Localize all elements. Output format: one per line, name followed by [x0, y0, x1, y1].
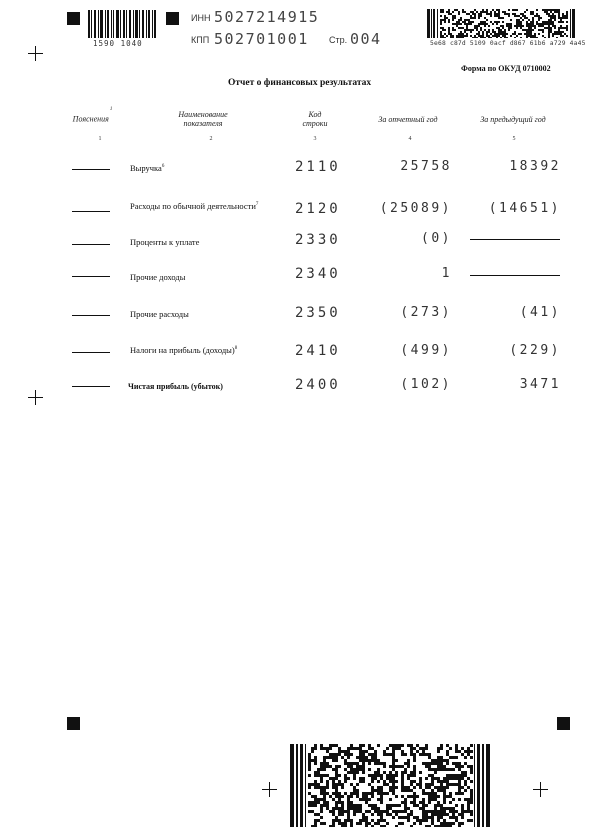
row-label-other-expenses	[130, 309, 189, 319]
row-code: 2330	[295, 232, 341, 248]
column-number: 1	[98, 136, 102, 142]
kpp-label: КПП	[191, 35, 210, 45]
current-year-value: (25089)	[379, 201, 452, 216]
crosshair-mark	[262, 782, 277, 797]
registration-square	[166, 12, 179, 25]
linear-barcode	[88, 10, 156, 38]
column-header-label: За предыдущий год	[480, 115, 546, 124]
kpp-value: 502701001	[214, 30, 309, 48]
okud-code: Форма по ОКУД 0710002	[461, 64, 551, 73]
row-label-text: Расходы по обычной деятельности	[130, 201, 256, 211]
pdf417-barcode	[427, 9, 575, 38]
notes-dash	[72, 276, 110, 277]
column-header-note: 1	[109, 107, 113, 112]
row-label-text: Прочие доходы	[130, 272, 186, 282]
row-note: 6	[161, 164, 165, 170]
row-label-other-income	[130, 272, 185, 282]
column-header-label: Код строки	[302, 110, 328, 128]
row-label-text: Выручка	[130, 163, 162, 173]
row-note: 7	[255, 202, 259, 208]
hash-text: 5e68 c87d 5109 0acf d867 61b6 a729 4a45	[430, 40, 586, 47]
current-year-value: (499)	[400, 343, 452, 358]
report-title: Отчет о финансовых результатах	[228, 78, 372, 88]
row-code: 2410	[295, 343, 341, 359]
current-year-value: (0)	[421, 231, 452, 246]
row-code: 2120	[295, 201, 341, 217]
notes-dash	[72, 244, 110, 245]
column-header-label: Пояснения	[72, 114, 109, 124]
column-number: 5	[512, 136, 516, 142]
column-header-previous-year	[463, 115, 563, 124]
row-code: 2110	[295, 159, 341, 175]
row-label-text: Проценты к уплате	[130, 237, 200, 247]
barcode-number: 1590 1040	[93, 39, 143, 48]
row-label-net-profit	[128, 382, 223, 391]
column-number: 4	[408, 136, 412, 142]
current-year-value: (102)	[400, 377, 452, 392]
column-header-label: За отчетный год	[378, 115, 438, 124]
row-code: 2400	[295, 377, 341, 393]
previous-year-value: 3471	[519, 377, 561, 392]
row-code: 2350	[295, 305, 341, 321]
inn-label: ИНН	[191, 13, 211, 23]
row-label-income-tax	[130, 345, 237, 355]
previous-year-dash	[470, 275, 560, 276]
notes-dash	[72, 169, 110, 170]
row-note: 8	[234, 346, 238, 352]
page-label: Стр.	[329, 35, 348, 45]
previous-year-value: (41)	[519, 305, 561, 320]
row-label-interest-payable	[130, 237, 199, 247]
registration-square	[67, 12, 80, 25]
registration-square	[557, 717, 570, 730]
row-label-text: Чистая прибыль (убыток)	[128, 382, 223, 391]
notes-dash	[72, 386, 110, 387]
registration-square	[67, 717, 80, 730]
previous-year-dash	[470, 239, 560, 240]
row-label-revenue	[130, 163, 164, 173]
previous-year-value: 18392	[509, 159, 561, 174]
row-label-expenses	[130, 201, 258, 211]
previous-year-value: (229)	[509, 343, 561, 358]
column-header-current-year	[360, 115, 456, 124]
column-header-label: Наименование показателя	[178, 110, 228, 128]
notes-dash	[72, 352, 110, 353]
column-number: 2	[209, 136, 213, 142]
current-year-value: 1	[441, 266, 452, 281]
column-header-name	[170, 110, 236, 128]
row-code: 2340	[295, 266, 341, 282]
previous-year-value: (14651)	[488, 201, 561, 216]
crosshair-mark	[28, 46, 43, 61]
bottom-2d-barcode	[290, 744, 490, 827]
current-year-value: 25758	[400, 159, 452, 174]
crosshair-mark	[28, 390, 43, 405]
column-header-notes	[68, 107, 116, 124]
column-number: 3	[313, 136, 317, 142]
column-header-code	[298, 110, 332, 128]
notes-dash	[72, 315, 110, 316]
notes-dash	[72, 211, 110, 212]
row-label-text: Налоги на прибыль (доходы)	[130, 345, 235, 355]
page-value: 004	[350, 30, 382, 48]
row-label-text: Прочие расходы	[130, 309, 189, 319]
current-year-value: (273)	[400, 305, 452, 320]
crosshair-mark	[533, 782, 548, 797]
inn-value: 5027214915	[214, 8, 320, 26]
